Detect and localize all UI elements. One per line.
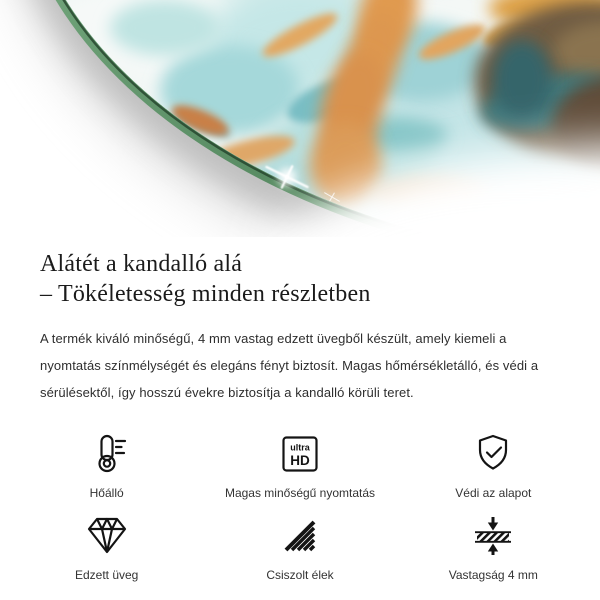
thermometer-icon bbox=[85, 430, 129, 478]
feature-label: Csiszolt élek bbox=[266, 568, 334, 582]
page-title bbox=[40, 249, 560, 309]
page-title-line2: – Tökéletesség minden részletben bbox=[40, 281, 371, 307]
ultra-text: ultra bbox=[290, 442, 310, 453]
feature-heat-resistant bbox=[10, 430, 203, 500]
product-image bbox=[0, 0, 600, 237]
diamond-icon bbox=[85, 512, 129, 560]
feature-high-quality-print bbox=[203, 430, 396, 500]
thickness-arrows-icon bbox=[471, 512, 515, 560]
feature-tempered-glass bbox=[10, 512, 203, 582]
feature-thickness bbox=[397, 512, 590, 582]
feature-label: Védi az alapot bbox=[455, 486, 532, 500]
glass-disc-photo bbox=[0, 0, 600, 237]
feature-label: Hőálló bbox=[89, 486, 124, 500]
product-description: A termék kiváló minőségű, 4 mm vastag edzett üvegből készült, amely kiemeli a nyomtatás színmélységét és elegáns fényt biztosít. Magas hőmérsékletálló, és védi a sérülésektől, így hosszú évekre biztosítja a kandalló körüli teret. bbox=[40, 331, 539, 400]
feature-label: Magas minőségű nyomtatás bbox=[224, 486, 376, 500]
feature-polished-edges bbox=[203, 512, 396, 582]
feature-label: Vastagság 4 mm bbox=[448, 568, 538, 582]
page-title-line1: Alátét a kandalló alá bbox=[40, 251, 243, 277]
features-grid bbox=[0, 430, 600, 582]
polished-edges-icon bbox=[278, 512, 322, 560]
product-info-section bbox=[0, 249, 600, 406]
hd-text: HD bbox=[290, 453, 310, 468]
feature-label: Edzett üveg bbox=[74, 568, 139, 582]
shield-check-icon bbox=[471, 430, 515, 478]
ultra-hd-badge-icon bbox=[278, 430, 322, 478]
feature-protects-base bbox=[397, 430, 590, 500]
